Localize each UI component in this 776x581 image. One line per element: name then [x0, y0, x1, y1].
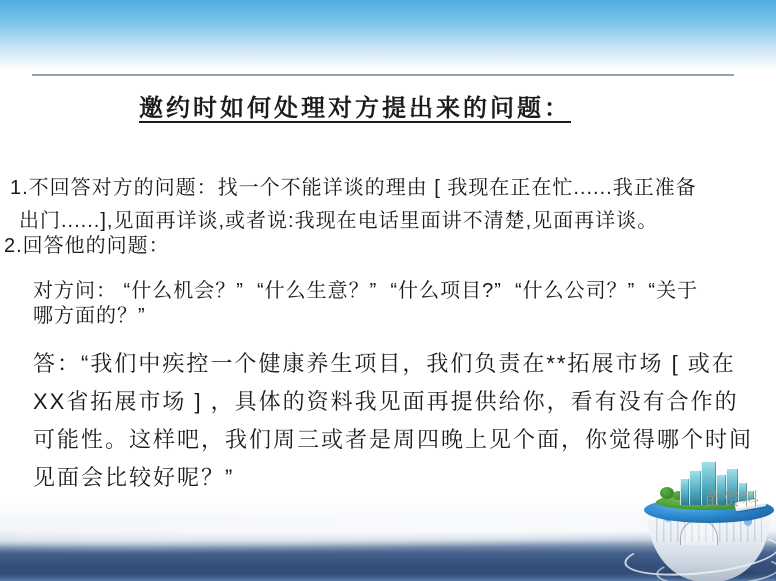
building-icon: [680, 479, 689, 505]
building-icon: [689, 471, 701, 505]
top-gradient-band: [0, 0, 776, 70]
tree-icon: [660, 487, 674, 499]
point2-heading: 2.回答他的问题：: [4, 235, 170, 257]
slide-title: 邀约时如何处理对方提出来的问题：: [139, 95, 571, 122]
earth-globe-illustration: [640, 448, 776, 581]
point1-line-1: 1.不回答对方的问题：找一个不能详谈的理由 [ 我现在正在忙......我正准备: [10, 177, 697, 199]
answer-line-4: 见面会比较好呢？”: [33, 465, 235, 490]
answer-line-3: 可能性。这样吧，我们周三或者是周四晚上见个面，你觉得哪个时间: [33, 427, 754, 452]
answer-line-1: 答：“我们中疾控一个健康养生项目，我们负责在**拓展市场 [ 或在: [33, 351, 736, 376]
watermark: 苗资料: [704, 490, 761, 509]
question-line-2: 哪方面的？”: [33, 305, 146, 327]
divider-line: [32, 74, 734, 76]
question-line-1: 对方问： “什么机会？” “什么生意？” “什么项目?” “什么公司？” “关于: [33, 280, 699, 302]
answer-line-2: XX省拓展市场 ] ，具体的资料我见面再提供给你，看有没有合作的: [33, 389, 739, 414]
point1-line-2: 出门......],见面再详谈,或者说:我现在电话里面讲不清楚,见面再详谈。: [19, 210, 659, 232]
